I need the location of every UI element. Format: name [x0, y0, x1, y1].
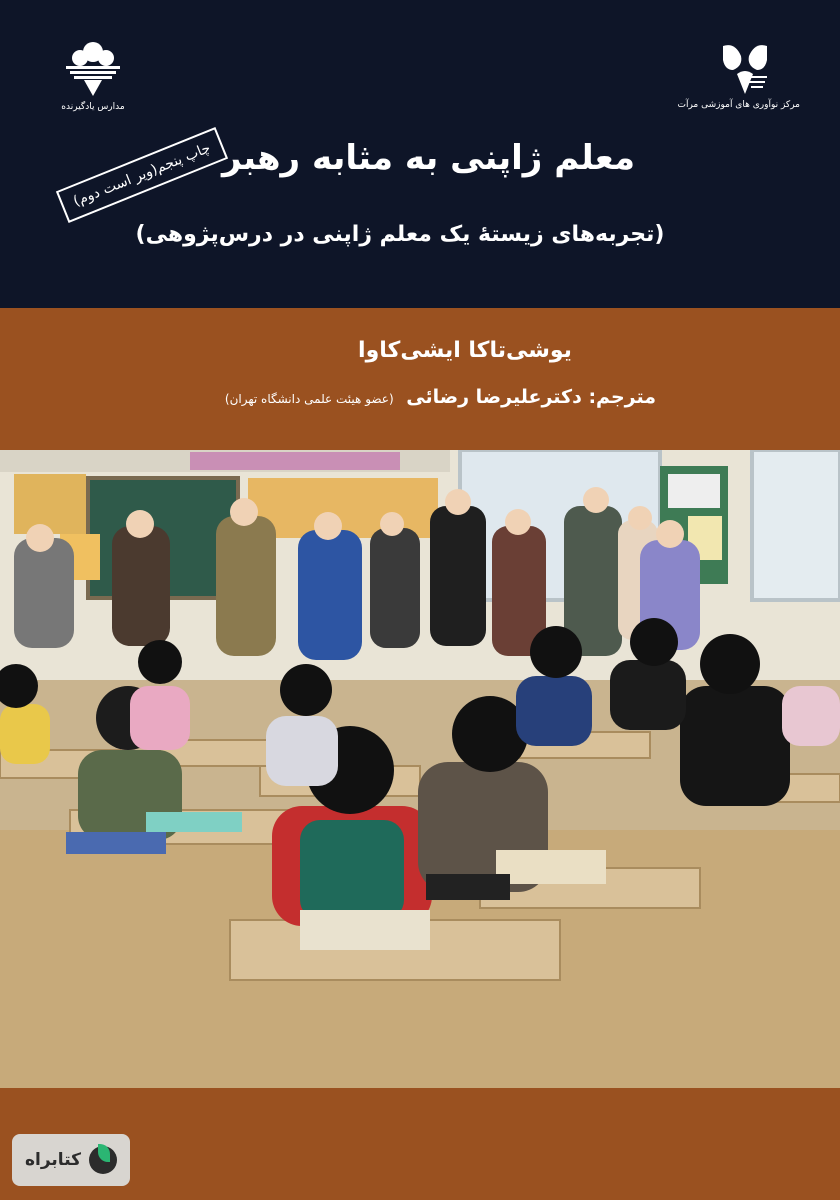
publisher-right-text: مرکز نوآوری های آموزشی مرآت [677, 100, 800, 110]
classroom-illustration [0, 450, 840, 1088]
translator-label: مترجم: دکترعلیرضا رضائی [406, 386, 656, 408]
ketabrah-badge[interactable] [12, 1134, 130, 1186]
publisher-logo-icon [717, 40, 773, 96]
author-name: یوشی‌تاکا ایشی‌کاوا [358, 338, 572, 363]
author-band [0, 308, 840, 450]
book-subtitle: (تجربه‌های زیستهٔ یک معلم ژاپنی در درس‌پژوهی) [135, 222, 665, 247]
publisher-right-logo [677, 40, 800, 110]
edition-stamp: چاپ پنجم(ویر است دوم) [56, 127, 228, 223]
ketabrah-logo-icon [89, 1146, 117, 1174]
publisher-left-text: مدارس یادگیرنده [61, 102, 125, 112]
ketabrah-label: کتابراه [24, 1150, 82, 1170]
book-title: معلم ژاپنی به مثابه رهبر [221, 138, 635, 178]
translator-line [225, 386, 656, 408]
classroom-photo [0, 450, 840, 1088]
school-logo-icon [62, 40, 124, 98]
translator-affiliation: (عضو هیئت علمی دانشگاه تهران) [224, 392, 394, 406]
publisher-left-logo [48, 40, 138, 112]
